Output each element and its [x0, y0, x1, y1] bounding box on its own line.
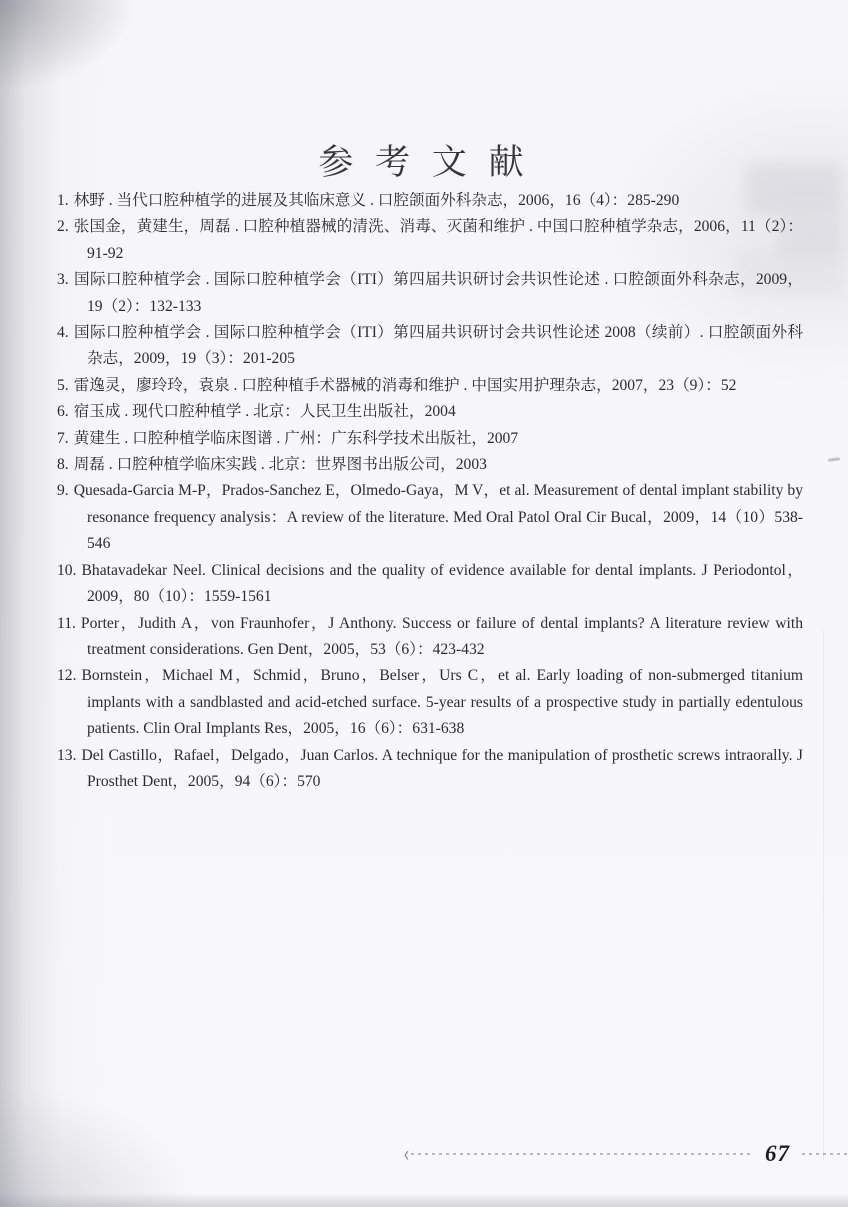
references-list	[57, 188, 803, 795]
reference-entry	[57, 558, 803, 611]
reference-number: 1.	[57, 192, 69, 209]
reference-entry	[57, 611, 803, 664]
reference-text: Del Castillo，Rafael，Delgado，Juan Carlos. A technique for the manipulation of prosthetic screws intraorally. J Prosthet Dent，2005，94（6）：570	[81, 746, 803, 790]
reference-number: 7.	[57, 429, 69, 447]
page-footer	[404, 1139, 848, 1169]
page-number: 67	[765, 1141, 790, 1166]
page-crease-line	[823, 630, 824, 1160]
reference-text: 黄建生 . 口腔种植学临床图谱 . 广州：广东科学技术出版社，2007	[73, 429, 519, 447]
reference-text: Bhatavadekar Neel. Clinical decisions and the quality of evidence available for dental implants. J Periodontol，2009，80（10）：1559-1561	[81, 561, 803, 606]
reference-text: 宿玉成 . 现代口腔种植学 . 北京：人民卫生出版社，2004	[73, 403, 456, 421]
reference-entry	[57, 188, 803, 214]
reference-entry	[57, 452, 803, 478]
reference-text: 张国金，黄建生，周磊 . 口腔种植器械的清洗、消毒、灭菌和维护 . 中国口腔种植学杂志，2006，11（2）：91-92	[73, 218, 803, 262]
reference-number: 4.	[57, 324, 69, 342]
reference-entry	[57, 426, 803, 452]
reference-number: 10.	[57, 561, 77, 579]
reference-number: 5.	[57, 376, 69, 394]
footer-dotted-rule	[411, 1153, 751, 1155]
reference-number: 8.	[57, 456, 69, 474]
reference-entry	[57, 743, 803, 796]
reference-entry	[57, 373, 803, 399]
scan-speck	[828, 457, 840, 462]
reference-entry	[57, 478, 803, 557]
reference-text: Bornstein，Michael M，Schmid，Bruno，Belser，Urs C，et al. Early loading of non-submerged titanium implants with a sandblasted and acid-etched surface. 5-year results of a prospective study in partially edentulous patients. Clin Oral Implants Res，2005，16（6）：631-638	[81, 667, 803, 738]
reference-text: 雷逸灵，廖玲玲，袁泉 . 口腔种植手术器械的消毒和维护 . 中国实用护理杂志，2007，23（9）：52	[73, 376, 737, 394]
footer-dotted-rule	[802, 1153, 848, 1155]
reference-number: 3.	[57, 271, 69, 289]
reference-text: 国际口腔种植学会 . 国际口腔种植学会（ITI）第四届共识研讨会共识性论述 . 口腔颌面外科杂志，2009，19（2）：132-133	[73, 271, 803, 315]
reference-entry	[57, 663, 803, 742]
reference-entry	[57, 320, 803, 373]
left-arrow-icon: ‹	[404, 1142, 409, 1166]
page-title: 参 考 文 献	[318, 143, 530, 183]
reference-entry	[57, 267, 803, 320]
reference-text: Quesada-Garcia M-P，Prados-Sanchez E，Olmedo-Gaya，M V，et al. Measurement of dental implant stability by resonance frequency analysis：A review of the literature. Med Oral Patol Oral Cir Bucal，2009，14（10）538-546	[73, 482, 803, 553]
reference-number: 12.	[57, 667, 77, 685]
reference-entry	[57, 214, 803, 267]
reference-number: 11.	[57, 614, 76, 632]
reference-number: 9.	[57, 482, 69, 500]
reference-number: 6.	[57, 403, 69, 421]
reference-entry	[57, 399, 803, 425]
reference-text: 国际口腔种植学会 . 国际口腔种植学会（ITI）第四届共识研讨会共识性论述 2008（续前）. 口腔颌面外科杂志，2009，19（3）：201-205	[73, 324, 803, 368]
reference-text: 林野 . 当代口腔种植学的进展及其临床意义 . 口腔颌面外科杂志，2006，16（4）：285-290	[73, 192, 680, 209]
reference-text: Porter，Judith A，von Fraunhofer，J Anthony. Success or failure of dental implants? A literature review with treatment considerations. Gen Dent，2005，53（6）：423-432	[80, 614, 803, 658]
reference-number: 2.	[57, 218, 69, 236]
reference-number: 13.	[57, 746, 77, 764]
reference-text: 周磊 . 口腔种植学临床实践 . 北京：世界图书出版公司，2003	[73, 456, 487, 474]
